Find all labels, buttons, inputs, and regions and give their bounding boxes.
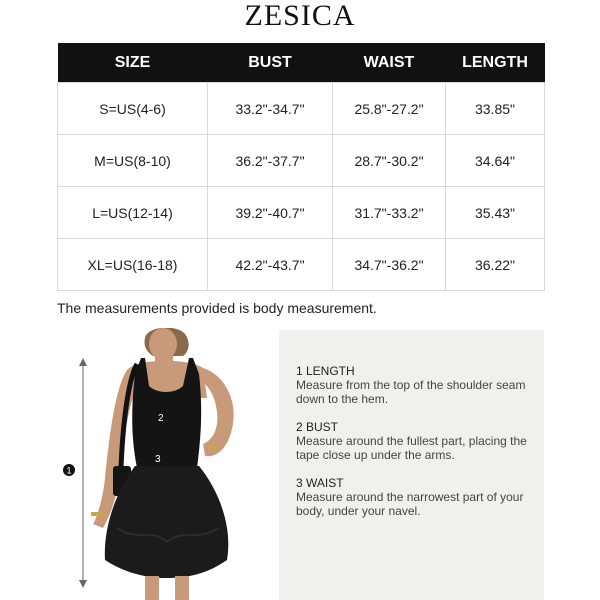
table-header-row	[58, 43, 545, 83]
waist-cell: 34.7"-36.2"	[333, 239, 446, 291]
measurement-note: The measurements provided is body measurement.	[57, 300, 377, 316]
length-cell: 35.43"	[446, 187, 545, 239]
waist-cell: 31.7"-33.2"	[333, 187, 446, 239]
bust-cell: 39.2"-40.7"	[208, 187, 333, 239]
model-photo	[57, 328, 278, 600]
length-marker-label: 1	[66, 465, 72, 476]
table-row	[58, 187, 545, 239]
left-leg	[145, 576, 159, 600]
model-illustration	[57, 328, 278, 600]
instruction-title: 1 LENGTH	[296, 364, 355, 378]
right-arm-shape	[199, 368, 234, 456]
header-waist: WAIST	[333, 43, 446, 83]
instruction-bust	[296, 420, 536, 462]
size-cell: M=US(8-10)	[58, 135, 208, 187]
length-cell: 34.64"	[446, 135, 545, 187]
instruction-waist	[296, 476, 536, 518]
right-leg	[175, 576, 189, 600]
instruction-description: Measure from the top of the shoulder seam down to the hem.	[296, 378, 526, 406]
length-cell: 36.22"	[446, 239, 545, 291]
bracelet-icon	[207, 446, 217, 449]
header-bust: BUST	[208, 43, 333, 83]
waist-marker-label: 3	[155, 454, 161, 465]
table-row	[58, 83, 545, 135]
header-length: LENGTH	[446, 43, 545, 83]
instruction-description: Measure around the narrowest part of your body, under your navel.	[296, 490, 524, 518]
table-row	[58, 135, 545, 187]
arrow-up-icon	[79, 358, 87, 366]
instruction-title: 3 WAIST	[296, 476, 344, 490]
size-cell: S=US(4-6)	[58, 83, 208, 135]
instruction-title: 2 BUST	[296, 420, 339, 434]
brand-logo: ZESICA	[244, 0, 356, 32]
measurement-instructions	[279, 330, 544, 600]
length-cell: 33.85"	[446, 83, 545, 135]
table-row	[58, 239, 545, 291]
size-chart-table	[57, 43, 545, 291]
instruction-length	[296, 364, 536, 406]
arrow-down-icon	[79, 580, 87, 588]
size-cell: L=US(12-14)	[58, 187, 208, 239]
bust-cell: 36.2"-37.7"	[208, 135, 333, 187]
instruction-description: Measure around the fullest part, placing the tape close up under the arms.	[296, 434, 527, 462]
bust-cell: 42.2"-43.7"	[208, 239, 333, 291]
bust-marker-label: 2	[158, 413, 164, 424]
waist-cell: 25.8"-27.2"	[333, 83, 446, 135]
size-cell: XL=US(16-18)	[58, 239, 208, 291]
waist-cell: 28.7"-30.2"	[333, 135, 446, 187]
bracelet-icon	[91, 512, 103, 516]
header-size: SIZE	[58, 43, 208, 83]
bust-cell: 33.2"-34.7"	[208, 83, 333, 135]
